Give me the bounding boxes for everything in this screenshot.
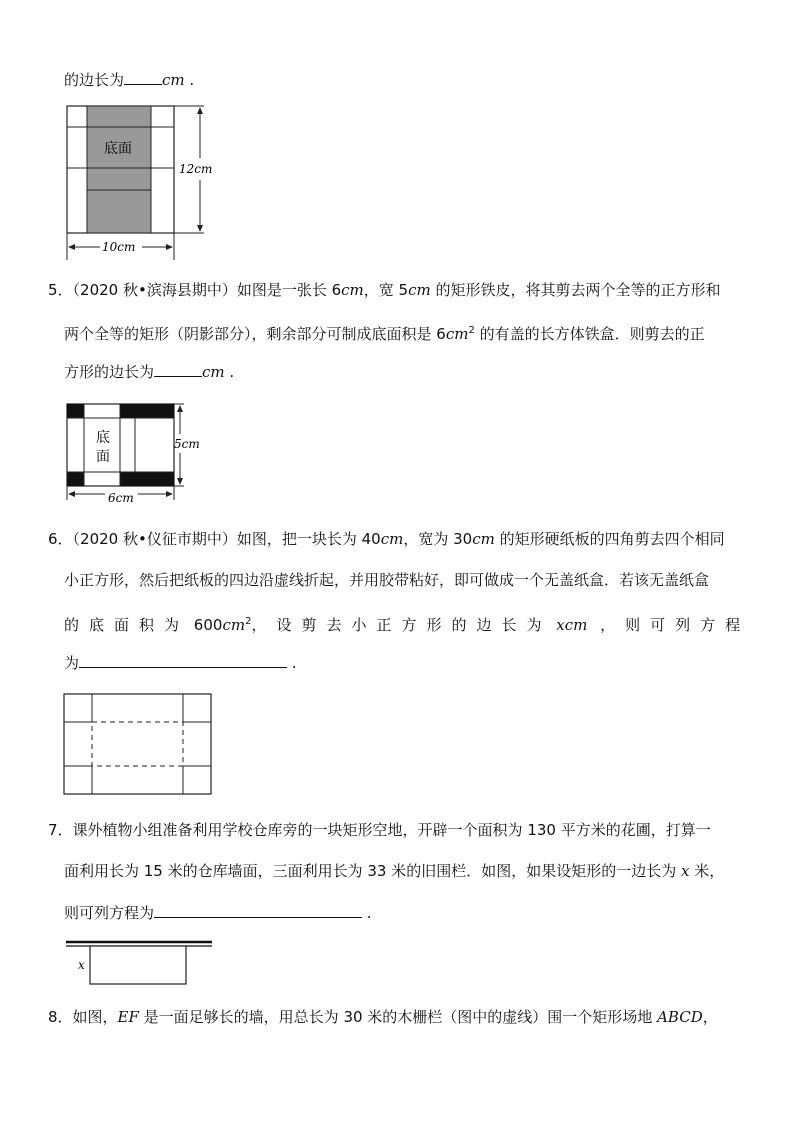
q5-line-3: 方形的边长为 cm . <box>64 363 235 381</box>
fig4-x-label: x <box>78 958 85 972</box>
figure-cardboard-fold <box>60 690 216 798</box>
fig1-width-label: 10cm <box>102 240 136 254</box>
fig2-base-label-1: 底 <box>96 430 110 446</box>
fig1-base-label: 底面 <box>104 141 132 157</box>
figure-iron-sheet-6x5 <box>60 398 220 508</box>
q5-line-1: 5．（2020 秋•滨海县期中）如图是一张长 6cm，宽 5cm 的矩形铁皮，将其剪去两个全等的正方形和 <box>48 281 721 299</box>
q6-line-2: 小正方形，然后把纸板的四边沿虚线折起，并用胶带粘好，即可做成一个无盖纸盒．若该无盖纸盒 <box>64 571 710 589</box>
q6-answer-blank[interactable] <box>79 653 287 668</box>
q6-line-1: 6．（2020 秋•仪征市期中）如图，把一块长为 40cm，宽为 30cm 的矩形硬纸板的四角剪去四个相同 <box>48 530 725 548</box>
figure-garden-wall <box>62 938 218 990</box>
q6-line-4: 为 . <box>64 654 297 672</box>
q7-line-3: 则可列方程为 . <box>64 904 372 922</box>
fig2-base-label-2: 面 <box>96 449 110 465</box>
q7-line-2: 面利用长为 15 米的仓库墙面，三面利用长为 33 米的旧围栏．如图，如果设矩形的一边长为 x 米， <box>64 862 725 880</box>
q5-answer-blank[interactable] <box>154 362 202 377</box>
fig2-height-label: 5cm <box>174 437 200 451</box>
q7-line-1: 7．课外植物小组准备利用学校仓库旁的一块矩形空地，开辟一个面积为 130 平方米的花圃，打算一 <box>48 821 711 839</box>
q5-line-2: 两个全等的矩形（阴影部分），剩余部分可制成底面积是 $6cm^2$ 的有盖的长方体铁盒．则剪去的正 <box>64 325 705 343</box>
q4-unit: cm <box>162 71 185 89</box>
q8-line-1: 8．如图，EF 是一面足够长的墙，用总长为 30 米的木栅栏（图中的虚线）围一个矩形场地 ABCD， <box>48 1008 718 1026</box>
q4-text: 的边长为 <box>64 71 125 89</box>
q7-answer-blank[interactable] <box>154 903 362 918</box>
fig1-height-label: 12cm <box>179 162 213 176</box>
q6-line-3: 的底面积为 $600cm^2$，设剪去小正方形的边长为 xcm ，则可列方程 <box>64 616 751 634</box>
figure-box-net-12x10 <box>60 100 220 260</box>
fig2-width-label: 6cm <box>108 491 134 505</box>
q4-answer-blank[interactable] <box>124 70 162 85</box>
q4-answer-line: 的边长为 cm . <box>64 71 195 89</box>
